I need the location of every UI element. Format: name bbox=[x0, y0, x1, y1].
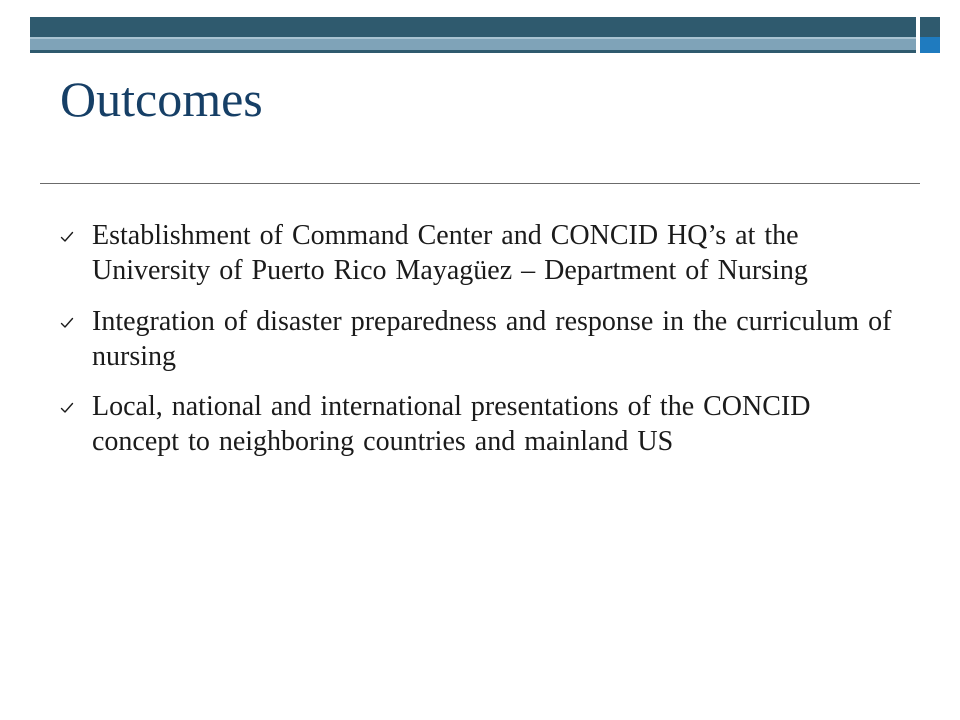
bullet-list bbox=[60, 218, 900, 475]
check-icon bbox=[60, 316, 74, 330]
bullet-item bbox=[60, 304, 900, 375]
bullet-text: Integration of disaster preparedness and response in the curriculum of nursing bbox=[92, 305, 892, 372]
header-bar-stripe bbox=[30, 39, 916, 50]
title-divider bbox=[40, 183, 920, 184]
corner-block-top bbox=[920, 17, 940, 37]
check-icon bbox=[60, 401, 74, 415]
bullet-item bbox=[60, 389, 900, 460]
check-icon bbox=[60, 230, 74, 244]
bullet-item bbox=[60, 218, 900, 289]
bullet-text: Establishment of Command Center and CONCID HQ’s at the University of Puerto Rico Mayagüez – Department of Nursing bbox=[92, 220, 808, 287]
corner-block-bottom bbox=[920, 37, 940, 53]
slide-title: Outcomes bbox=[60, 71, 263, 127]
bullet-text: Local, national and international presentations of the CONCID concept to neighboring countries and mainland US bbox=[92, 391, 811, 458]
